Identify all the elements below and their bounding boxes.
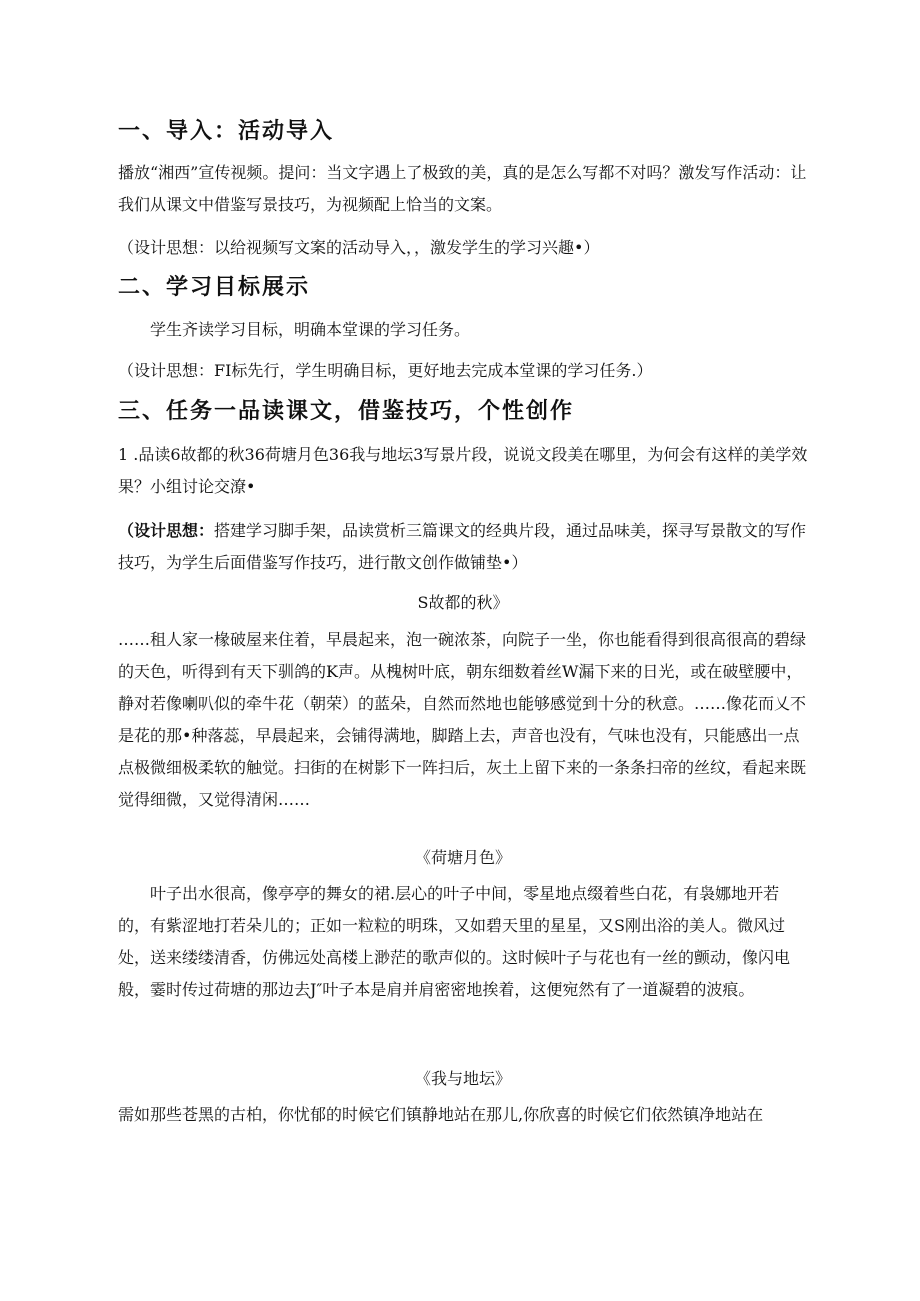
task1-paragraph: 1 .品读6故都的秋36荷塘月色36我与地坛3写景片段，说说文段美在哪里，为何会有这样的美学效果？小组讨论交潦• [118,445,808,496]
excerpt2-text: 叶子出水很高，像亭亭的舞女的裙.层心的叶子中间，零星地点缀着些白花，有袅娜地开若的，有紫涩地打若朵儿的；正如一粒粒的明珠，又如碧天里的星星，又S刚出浴的美人。微风过处，送来缕缕清香，仿佛远处高楼上渺茫的歌声似的。这时候叶子与花也有一丝的颤动，像闪电般，霎时传过荷塘的那边去J″叶子本是肩并肩密密地挨着，这便宛然有了一道凝碧的波痕。 [118,884,791,999]
section2-design-note: （设计思想：FI标先行，学生明确目标，更好地去完成本堂课的学习任务.） [118,361,653,380]
section1-design-note: （设计思想：以给视频写文案的活动导入，，激发学生的学习兴趣•） [118,238,600,257]
excerpt3-title: 《我与地坛》 [414,1069,511,1088]
excerpt1-text: ……租人家一椽破屋来住着，早晨起来，泡一碗浓茶，向院子一坐，你也能看得到很高很高的碧绿的天色，听得到有天下驯鸽的K声。从槐树叶底，朝东细数着丝W漏下来的日光，或在破壁腰中，静对若像喇叭似的牵牛花（朝荣）的蓝朵，自然而然地也能够感觉到十分的秋意。……像花而乂不是花的那•种落蕊，早晨起来，会铺得满地，脚踏上去，声音也没有，气味也没有，只能感出一点点极微细极柔软的触觉。扫街的在树影下一阵扫后，灰土上留下来的一条条扫帝的丝纹，看起来既觉得细微，又觉得清闲…… [118,630,807,809]
design-note-text: 搭建学习脚手架，品读赏析三篇课文的经典片段，通过品味美，探寻写景散文的写作技巧，为学生后面借鉴写作技巧，进行散文创作做铺垫•） [118,521,807,572]
section1-paragraph: 播放“湘西”宣传视频。提问：当文字遇上了极致的美，真的是怎么写都不对吗？激发写作活动：让我们从课文中借鉴写景技巧，为视频配上恰当的文案。 [118,163,807,214]
design-note-label: （设计思想： [118,521,215,540]
excerpt2-title: 《荷塘月色》 [414,848,511,867]
section2-heading: 二、学习目标展示 [118,275,311,300]
section3-heading: 三、任务一品读课文，借鉴技巧，个性创作 [118,399,575,424]
section2-paragraph: 学生齐读学习目标，明确本堂课的学习任务。 [150,320,471,339]
excerpt1-title: S故都的秋》 [417,593,509,612]
section1-heading: 一、导入：活动导入 [118,119,335,144]
section3-design-note [118,515,808,579]
excerpt3-text: 需如那些苍黑的古柏，你忧郁的时候它们镇静地站在那儿,你欣喜的时候它们依然镇净地站在 [118,1105,764,1124]
